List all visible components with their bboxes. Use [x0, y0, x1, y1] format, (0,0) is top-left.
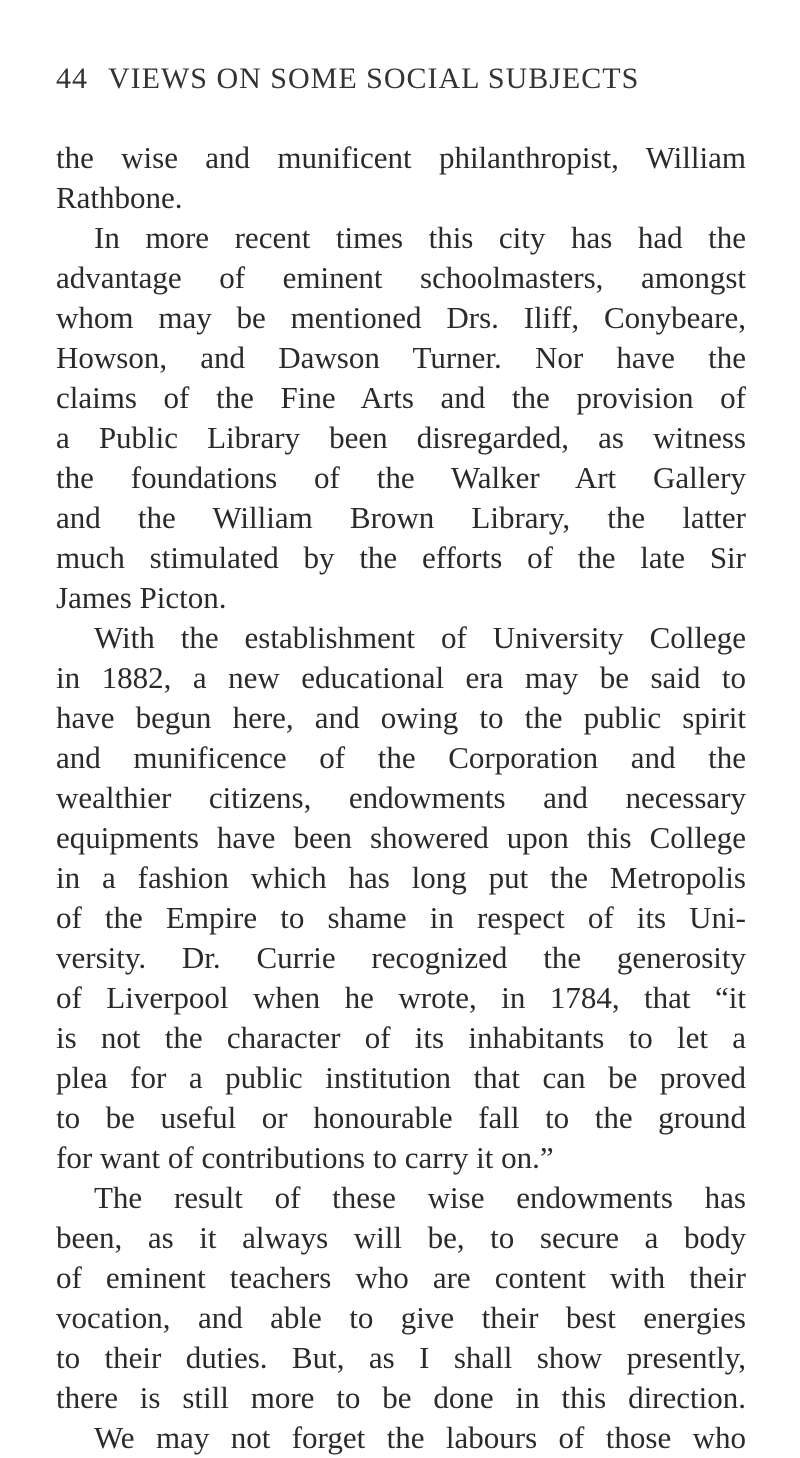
text-line: The result of these wise endowments has — [94, 1180, 746, 1215]
text-line: a Public Library been disregarded, as witness — [56, 420, 746, 455]
text-line: equipments have been showered upon this College — [56, 820, 746, 855]
text-line: to their duties. But, as I shall show presently, — [56, 1340, 746, 1375]
running-title: VIEWS ON SOME SOCIAL SUBJECTS — [108, 62, 640, 95]
text-line: of eminent teachers who are content with their — [56, 1260, 746, 1295]
text-line: much stimulated by the efforts of the late Sir — [56, 540, 746, 575]
body-text — [56, 138, 746, 1458]
text-line: whom may be mentioned Drs. Iliff, Conybeare, — [56, 300, 746, 335]
text-line: of Liverpool when he wrote, in 1784, that “it — [56, 980, 746, 1015]
text-line: the foundations of the Walker Art Gallery — [56, 460, 746, 495]
text-line: is not the character of its inhabitants to let a — [56, 1020, 746, 1055]
running-head — [56, 62, 746, 96]
text-line: plea for a public institution that can be proved — [56, 1060, 746, 1095]
text-line: there is still more to be done in this direction. — [56, 1380, 746, 1415]
text-line: versity. Dr. Currie recognized the generosity — [56, 940, 746, 975]
text-line: and the William Brown Library, the latter — [56, 500, 746, 535]
text-line: the wise and munificent philanthropist, William — [56, 140, 746, 175]
text-line: and munificence of the Corporation and the — [56, 740, 746, 775]
text-line: have begun here, and owing to the public spirit — [56, 700, 746, 735]
page-number: 44 — [56, 62, 88, 95]
text-line: in a fashion which has long put the Metropolis — [56, 860, 746, 895]
text-line: vocation, and able to give their best energies — [56, 1300, 746, 1335]
text-line: advantage of eminent schoolmasters, amongst — [56, 260, 746, 295]
text-line: In more recent times this city has had the — [94, 220, 746, 255]
text-line: been, as it always will be, to secure a body — [56, 1220, 746, 1255]
text-line: Rathbone. — [56, 180, 183, 215]
text-line: With the establishment of University College — [94, 620, 746, 655]
text-line: James Picton. — [56, 580, 227, 615]
text-line: We may not forget the labours of those who — [94, 1420, 746, 1455]
text-line: in 1882, a new educational era may be said to — [56, 660, 746, 695]
text-line: wealthier citizens, endowments and necessary — [56, 780, 746, 815]
text-line: Howson, and Dawson Turner. Nor have the — [56, 340, 746, 375]
text-line: claims of the Fine Arts and the provision of — [56, 380, 746, 415]
text-line: of the Empire to shame in respect of its Uni- — [56, 900, 746, 935]
text-line: for want of contributions to carry it on.” — [56, 1140, 554, 1175]
text-line: to be useful or honourable fall to the ground — [56, 1100, 746, 1135]
